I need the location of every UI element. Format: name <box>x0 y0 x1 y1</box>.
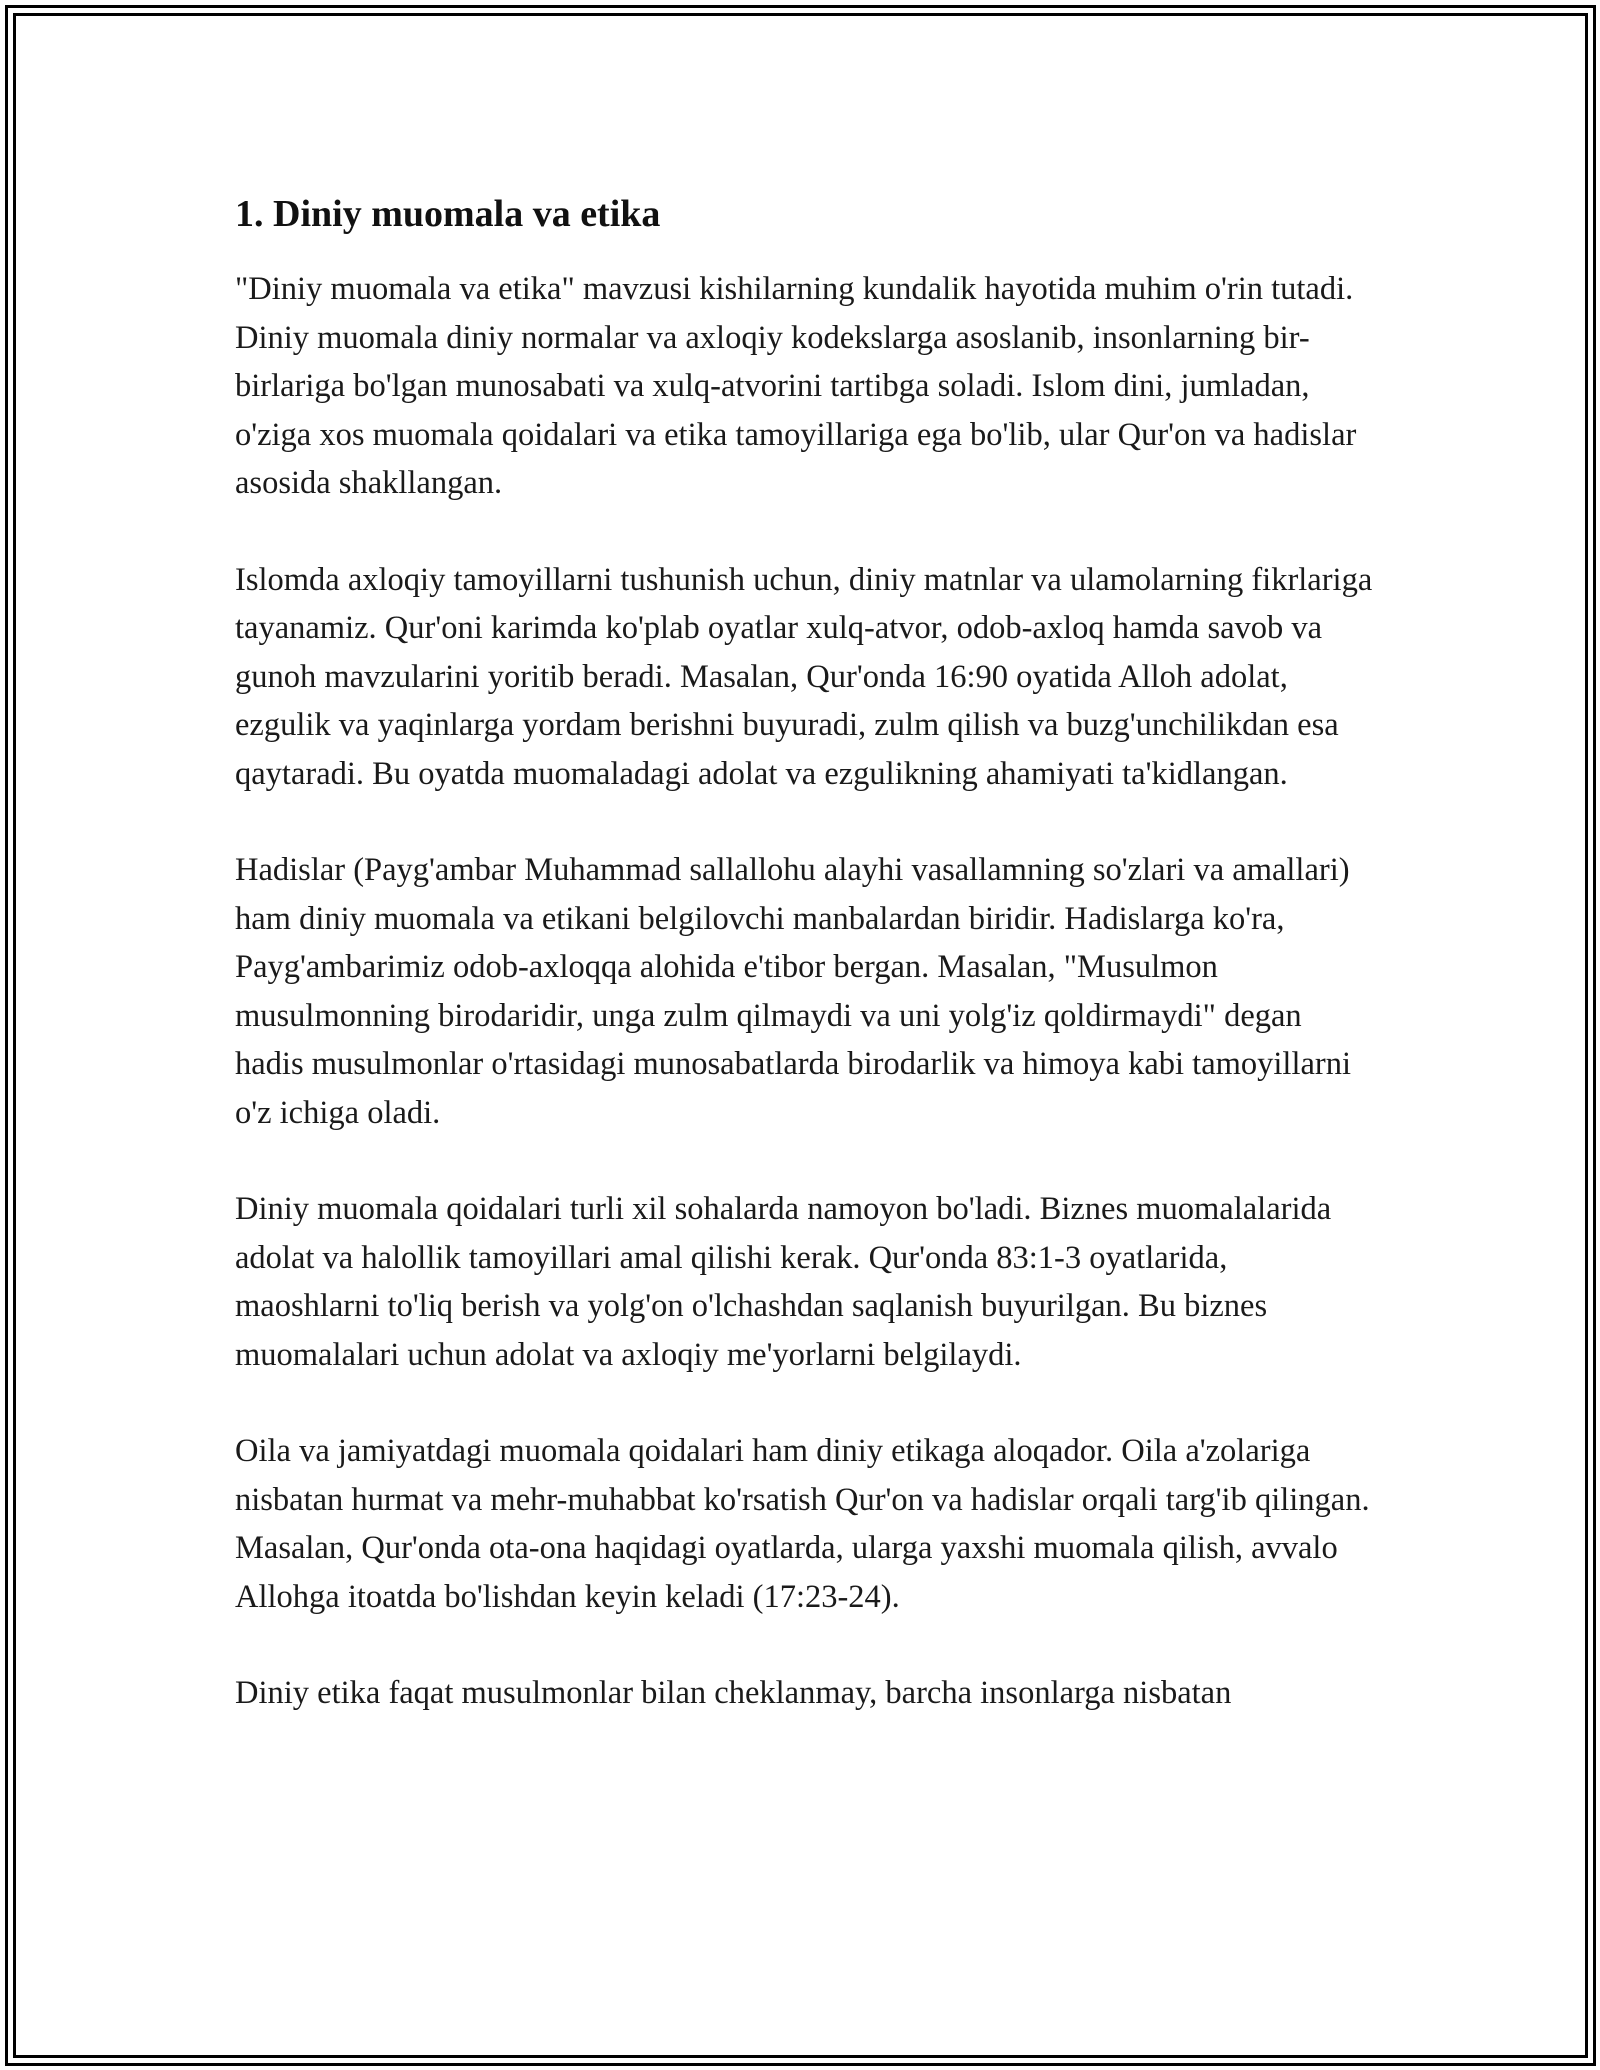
paragraph-universal: Diniy etika faqat musulmonlar bilan cheklanmay, barcha insonlarga nisbatan <box>235 1675 1232 1711</box>
section-heading: 1. Diniy muomala va etika <box>235 193 661 235</box>
paragraph-quran-principles: Islomda axloqiy tamoyillarni tushunish uchun, diniy matnlar va ulamolarning fikrlariga tayanamiz. Qur'oni karimda ko'plab oyatlar xulq-atvor, odob-axloq hamda savob va gunoh mavzularini yoritib beradi. Masalan, Qur'onda 16:90 oyatida Alloh adolat, ezgulik va yaqinlarga yordam berishni buyuradi, zulm qilish va buzg'unchilikdan esa qaytaradi. Bu oyatda muomaladagi adolat va ezgulikning ahamiyati ta'kidlangan. <box>235 561 1373 792</box>
paragraph-hadith: Hadislar (Payg'ambar Muhammad sallallohu alayhi vasallamning so'zlari va amallari) ham diniy muomala va etikani belgilovchi manbalardan biridir. Hadislarga ko'ra, Payg'ambarimiz odob-axloqqa alohida e'tibor bergan. Masalan, "Musulmon musulmonning birodaridir, unga zulm qilmaydi va uni yolg'iz qoldirmaydi" degan hadis musulmonlar o'rtasidagi munosabatlarda birodarlik va himoya kabi tamoyillarni o'z ichiga oladi. <box>235 852 1352 1131</box>
paragraph-family: Oila va jamiyatdagi muomala qoidalari ham diniy etikaga aloqador. Oila a'zolariga nisbatan hurmat va mehr-muhabbat ko'rsatish Qur'on va hadislar orqali targ'ib qilingan. Masalan, Qur'onda ota-ona haqidagi oyatlarda, ularga yaxshi muomala qilish, avvalo Allohga itoatda bo'lishdan keyin keladi (17:23-24). <box>235 1433 1370 1615</box>
paragraph-business: Diniy muomala qoidalari turli xil sohalarda namoyon bo'ladi. Biznes muomalalarida adolat va halollik tamoyillari amal qilishi kerak. Qur'onda 83:1-3 oyatlarida, maoshlarni to'liq berish va yolg'on o'lchashdan saqlanish buyurilgan. Bu biznes muomalalari uchun adolat va axloqiy me'yorlarni belgilaydi. <box>235 1191 1332 1373</box>
document-body <box>235 185 1375 1718</box>
paragraph-intro: "Diniy muomala va etika" mavzusi kishilarning kundalik hayotida muhim o'rin tutadi. Diniy muomala diniy normalar va axloqiy kodekslarga asoslanib, insonlarning bir-birlariga bo'lgan munosabati va xulq-atvorini tartibga soladi. Islom dini, jumladan, o'ziga xos muomala qoidalari va etika tamoyillariga ega bo'lib, ular Qur'on va hadislar asosida shakllangan. <box>235 271 1357 501</box>
